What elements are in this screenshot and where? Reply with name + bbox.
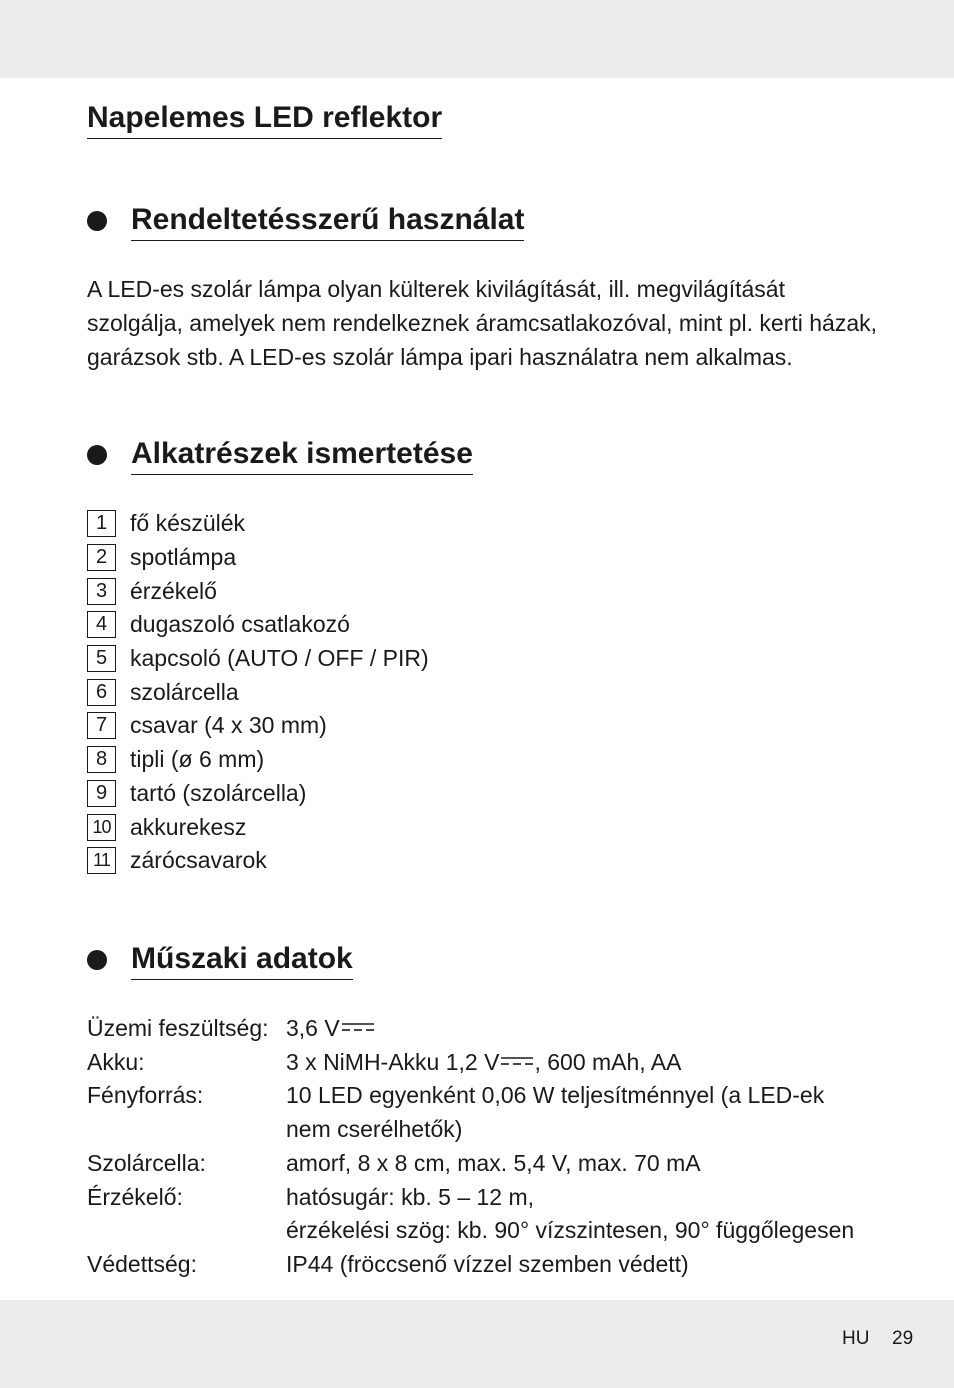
spec-row-light-cont xyxy=(87,1113,886,1147)
top-band xyxy=(0,0,954,78)
spec-row-sensor-cont xyxy=(87,1214,886,1248)
parts-list xyxy=(87,507,429,878)
list-item xyxy=(87,777,429,811)
spec-row-light xyxy=(87,1079,886,1113)
part-label: fő készülék xyxy=(130,510,246,537)
part-label: spotlámpa xyxy=(130,544,237,571)
part-label: szolárcella xyxy=(130,678,239,705)
spec-row-battery xyxy=(87,1046,886,1080)
part-label: érzékelő xyxy=(130,577,217,604)
list-item xyxy=(87,608,429,642)
intended-use-paragraph: A LED-es szolár lámpa olyan külterek kivilágítását, ill. megvilágítását szolgálja, amelyek nem rendelkeznek áramcsatlakozóval, mint pl. kerti házak, garázsok stb. A LED-es szolár lámpa ipari használatra nem alkalmas. xyxy=(87,276,878,370)
spec-value: 10 LED egyenként 0,06 W teljesítménnyel (a LED-ek xyxy=(286,1082,825,1109)
part-number: 1 xyxy=(87,510,116,537)
part-number: 4 xyxy=(87,611,116,638)
spec-row-sensor xyxy=(87,1181,886,1215)
spec-value: érzékelési szög: kb. 90° vízszintesen, 90° függőlegesen xyxy=(286,1217,855,1244)
spec-row-protection xyxy=(87,1248,886,1282)
section-heading-use: Rendeltetésszerű használat xyxy=(131,200,524,241)
spec-value: IP44 (fröccsenő vízzel szemben védett) xyxy=(286,1250,689,1277)
section-parts xyxy=(87,434,473,475)
spec-value-text: 3,6 V xyxy=(286,1015,340,1041)
spec-label: Szolárcella: xyxy=(87,1149,206,1176)
part-label: kapcsoló (AUTO / OFF / PIR) xyxy=(130,645,429,672)
direct-current-symbol-icon xyxy=(501,1056,533,1066)
part-label: akkurekesz xyxy=(130,813,247,840)
specs-table xyxy=(87,1012,886,1282)
spec-value xyxy=(286,1012,886,1046)
section-heading-parts: Alkatrészek ismertetése xyxy=(131,434,473,475)
bullet-icon xyxy=(87,211,107,231)
section-use xyxy=(87,200,524,241)
part-label: dugaszoló csatlakozó xyxy=(130,611,350,638)
section-specs xyxy=(87,939,353,980)
list-item xyxy=(87,507,429,541)
part-label: tipli (ø 6 mm) xyxy=(130,746,265,773)
list-item xyxy=(87,810,429,844)
part-number: 6 xyxy=(87,679,116,706)
part-number: 11 xyxy=(87,847,116,874)
part-number: 10 xyxy=(87,814,116,841)
list-item xyxy=(87,574,429,608)
spec-value: hatósugár: kb. 5 – 12 m, xyxy=(286,1183,535,1210)
bullet-icon xyxy=(87,445,107,465)
spec-row-solar xyxy=(87,1147,886,1181)
footer-language: HU xyxy=(842,1328,870,1349)
part-number: 2 xyxy=(87,544,116,571)
part-label: csavar (4 x 30 mm) xyxy=(130,712,327,739)
spec-value: amorf, 8 x 8 cm, max. 5,4 V, max. 70 mA xyxy=(286,1149,701,1176)
spec-label: Üzemi feszültség: xyxy=(87,1015,269,1041)
spec-value: nem cserélhetők) xyxy=(286,1116,463,1143)
bullet-icon xyxy=(87,950,107,970)
part-label: zárócsavarok xyxy=(130,847,267,874)
part-number: 5 xyxy=(87,645,116,672)
spec-label: Érzékelő: xyxy=(87,1183,183,1210)
spec-label: Akku: xyxy=(87,1048,145,1075)
list-item xyxy=(87,743,429,777)
spec-label: Védettség: xyxy=(87,1250,197,1277)
list-item xyxy=(87,642,429,676)
part-number: 7 xyxy=(87,712,116,739)
spec-row-voltage xyxy=(87,1012,886,1046)
direct-current-symbol-icon xyxy=(342,1022,374,1032)
page-title: Napelemes LED reflektor xyxy=(87,98,442,139)
part-label: tartó (szolárcella) xyxy=(130,779,307,806)
bottom-band xyxy=(0,1300,954,1388)
spec-label: Fényforrás: xyxy=(87,1082,204,1109)
part-number: 3 xyxy=(87,578,116,605)
list-item xyxy=(87,675,429,709)
spec-value-text: 3 x NiMH-Akku 1,2 V xyxy=(286,1048,500,1075)
part-number: 8 xyxy=(87,746,116,773)
list-item xyxy=(87,844,429,878)
section-heading-specs: Műszaki adatok xyxy=(131,939,353,980)
part-number: 9 xyxy=(87,780,116,807)
page-number: 29 xyxy=(892,1328,914,1349)
spec-value xyxy=(286,1046,886,1080)
list-item xyxy=(87,709,429,743)
spec-value-text: , 600 mAh, AA xyxy=(534,1048,682,1075)
list-item xyxy=(87,541,429,575)
